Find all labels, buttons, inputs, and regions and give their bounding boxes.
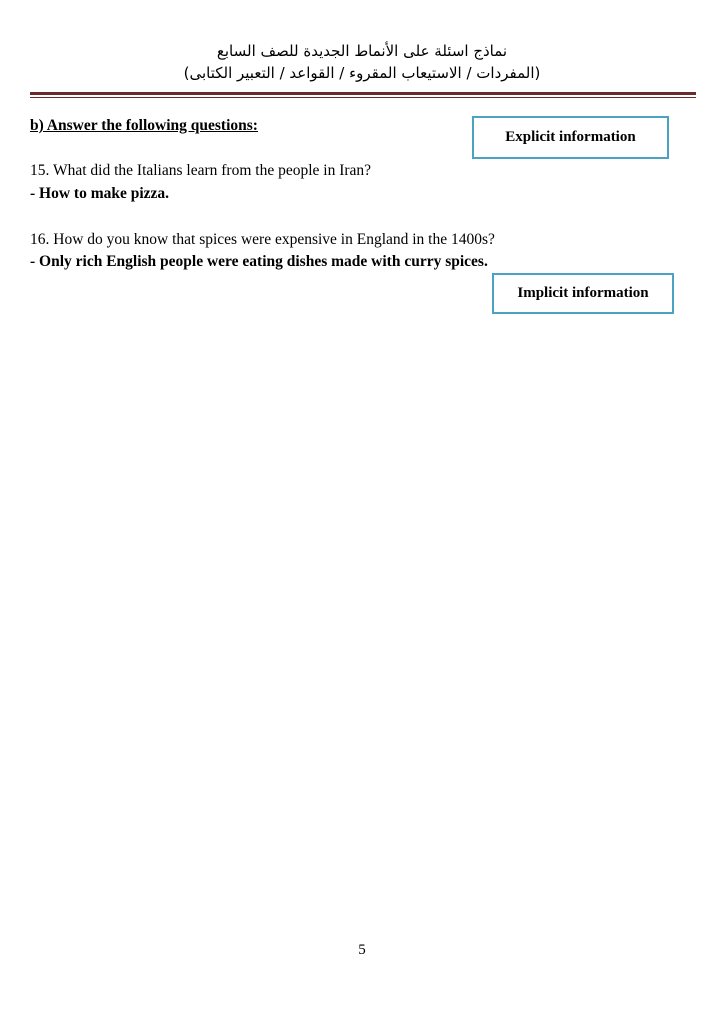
header-divider-thin [30, 97, 696, 98]
question-16: 16. How do you know that spices were expensive in England in the 1400s? [30, 231, 495, 248]
answer-15: - How to make pizza. [30, 185, 170, 202]
page-number: 5 [358, 942, 366, 958]
answer-16: - Only rich English people were eating dishes made with curry spices. [30, 253, 488, 270]
header-title: نماذج اسئلة على الأنماط الجديدة للصف السابع [216, 42, 508, 60]
header-divider-thick [30, 92, 696, 95]
implicit-information-tag: Implicit information [492, 273, 674, 314]
question-15: 15. What did the Italians learn from the people in Iran? [30, 162, 372, 179]
explicit-information-tag: Explicit information [472, 116, 669, 159]
header-subtitle: (المفردات / الاستيعاب المقروء / القواعد / التعبير الكتابى) [183, 64, 541, 82]
page-header [0, 40, 724, 84]
section-heading: b) Answer the following questions: [30, 117, 258, 134]
